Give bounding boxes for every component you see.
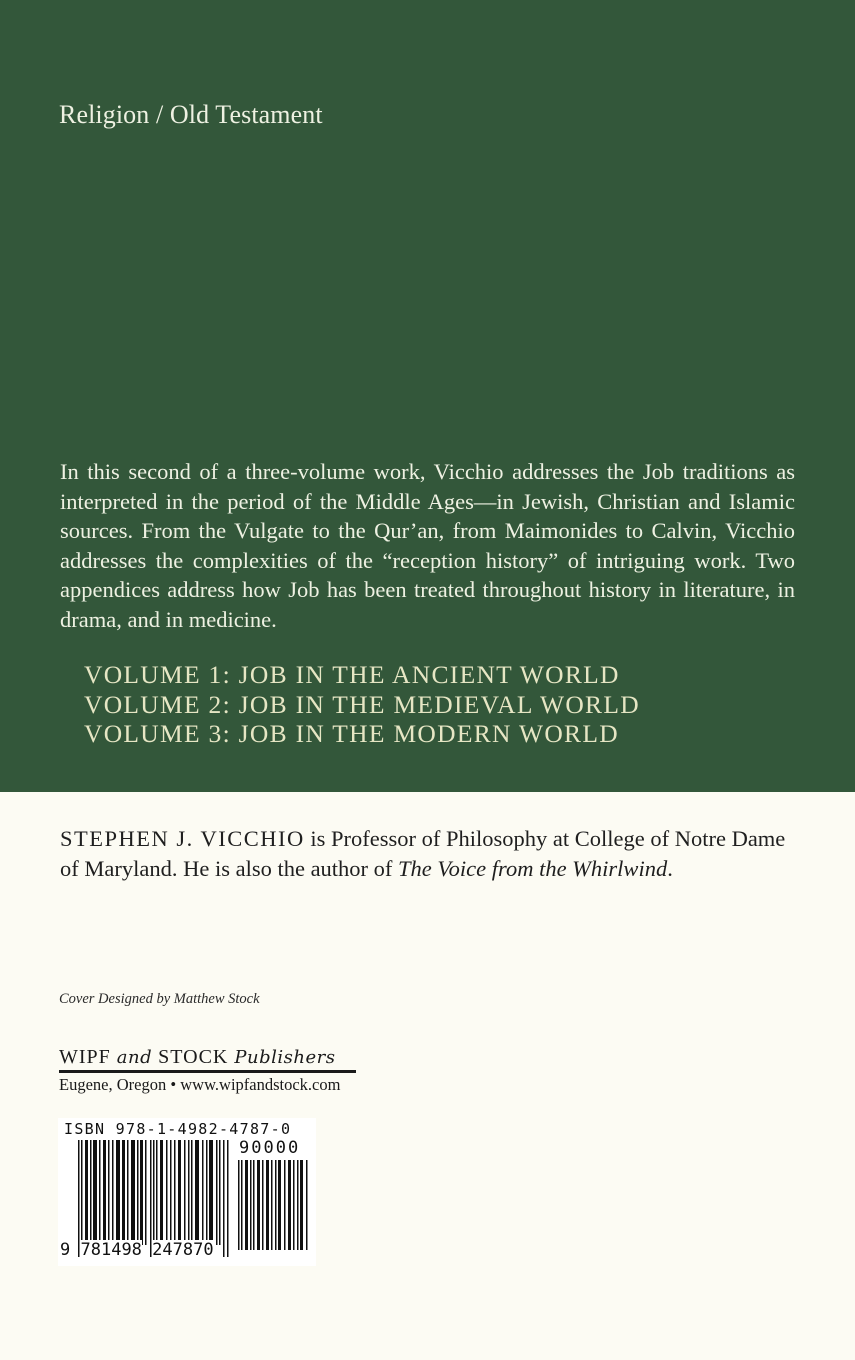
cover-credit: Cover Designed by Matthew Stock <box>59 991 260 1007</box>
addon-barcode-bars <box>238 1160 310 1250</box>
author-name: STEPHEN J. VICCHIO <box>60 826 305 851</box>
pub-wipf: WIPF <box>59 1046 117 1068</box>
author-bio <box>60 824 800 884</box>
isbn-number: ISBN 978-1-4982-4787-0 <box>64 1120 292 1138</box>
ean-right-digits: 247870 <box>152 1240 214 1260</box>
pub-stock: STOCK <box>152 1046 235 1068</box>
ean-first-digit: 9 <box>60 1240 71 1260</box>
volume-item: VOLUME 2: JOB IN THE MEDIEVAL WORLD <box>84 689 640 719</box>
ean-digits <box>60 1240 214 1260</box>
pub-publishers: Publishers <box>234 1047 336 1068</box>
book-description: In this second of a three-volume work, Vicchio addresses the Job traditions as interpreted in the period of the Middle Ages—in Jewish, Christian and Islamic sources. From the Vulgate to the Qur’an, from Maimonides to Calvin, Vicchio addresses the complexities of the “reception history” of intriguing work. Two appendices address how Job has been treated throughout history in literature, in drama, and in medicine. <box>60 459 795 632</box>
publisher-location: Eugene, Oregon • www.wipfandstock.com <box>59 1075 341 1094</box>
isbn-barcode <box>58 1118 316 1266</box>
bio-text: is Professor of Philosophy at College of Notre Dame of Maryland. He is also the author of <box>60 826 786 881</box>
volume-list <box>84 660 640 749</box>
volume-item: VOLUME 1: JOB IN THE ANCIENT WORLD <box>84 660 620 689</box>
pub-and: and <box>116 1047 153 1068</box>
category-label: Religion / Old Testament <box>59 100 323 129</box>
addon-price-code: 90000 <box>239 1138 301 1158</box>
publisher-name <box>59 1046 356 1073</box>
publisher-logo <box>59 1046 356 1095</box>
bio-end: . <box>667 856 673 881</box>
volume-item: VOLUME 3: JOB IN THE MODERN WORLD <box>84 719 619 748</box>
ean-left-digits: 781498 <box>80 1240 142 1260</box>
book-title: The Voice from the Whirlwind <box>398 856 668 881</box>
